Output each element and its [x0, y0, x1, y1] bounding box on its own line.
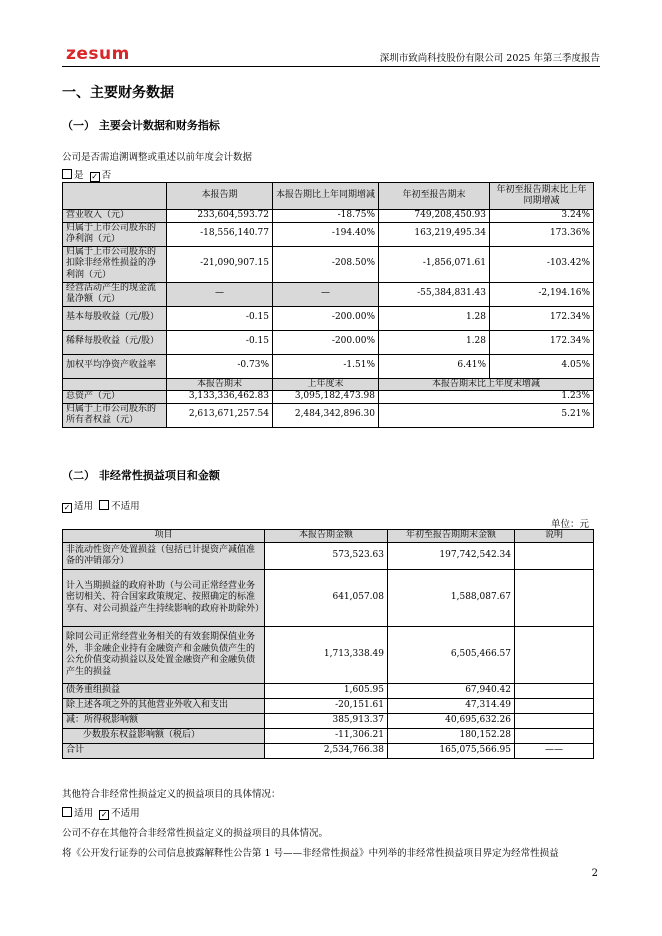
option-apply: 适用: [74, 808, 94, 819]
key-financial-table: [62, 182, 594, 428]
cell: [515, 729, 594, 744]
cell: -55,384,831.43: [379, 282, 490, 306]
cell: 180,152.28: [388, 729, 515, 744]
row-label: 稀释每股收益（元/股）: [63, 330, 167, 354]
cell: -194.40%: [273, 222, 379, 246]
cell: -0.73%: [167, 354, 273, 378]
table-row: [63, 403, 594, 427]
checkbox-unchecked-icon[interactable]: [62, 169, 72, 179]
table-row: [63, 714, 594, 729]
cell: 6.41%: [379, 354, 490, 378]
cell: -0.15: [167, 330, 273, 354]
subheader: 本报告期末: [167, 378, 273, 391]
page-number: 2: [591, 868, 598, 879]
cell: 573,523.63: [265, 543, 388, 570]
header-divider: [62, 66, 600, 67]
cell: 2,534,766.38: [265, 744, 388, 759]
checkbox-checked-icon[interactable]: ✓: [100, 810, 108, 819]
row-label: 归属于上市公司股东的所有者权益（元）: [63, 403, 167, 427]
cell: [515, 543, 594, 570]
cell: 172.34%: [490, 330, 594, 354]
cell: 40,695,632.26: [388, 714, 515, 729]
cell: [515, 570, 594, 627]
cell: 1,605.95: [265, 684, 388, 699]
table-row: [63, 222, 594, 246]
classification-statement: 将《公开发行证券的公司信息披露解释性公告第 1 号——非经常性损益》中列举的非经常性损益项目界定为经常性损益: [62, 848, 559, 859]
subheader: 本报告期末比上年度末增减: [379, 378, 594, 391]
table2-header: 说明: [515, 530, 594, 543]
cell: 3,095,182,473.98: [273, 391, 379, 404]
checkbox-unchecked-icon[interactable]: [99, 500, 109, 510]
table-row: [63, 306, 594, 330]
item-label: 除上述各项之外的其他营业外收入和支出: [63, 699, 265, 714]
item-label: 债务重组损益: [63, 684, 265, 699]
cell: 1.23%: [379, 391, 594, 404]
table1-header: 本报告期比上年同期增减: [273, 183, 379, 210]
checkbox-checked-icon[interactable]: ✓: [91, 172, 98, 181]
cell: 172.34%: [490, 306, 594, 330]
option-apply: 适用: [74, 501, 94, 512]
table1-header: 年初至报告期末: [379, 183, 490, 210]
cell: 6,505,466.57: [388, 627, 515, 684]
cell: 2,613,671,257.54: [167, 403, 273, 427]
cell: 1.28: [379, 330, 490, 354]
item-label: 除同公司正常经营业务相关的有效套期保值业务外，非金融企业持有金融资产和金融负债产生的公允价值变动损益以及处置金融资产和金融负债产生的损益: [63, 627, 265, 684]
table-row: [63, 729, 594, 744]
cell: 1,588,087.67: [388, 570, 515, 627]
table2-header: 年初至报告期期末金额: [388, 530, 515, 543]
subsection-title-1: （一） 主要会计数据和财务指标: [62, 119, 220, 132]
table1-header: 本报告期: [167, 183, 273, 210]
table2-header: 本报告期金额: [265, 530, 388, 543]
cell: -0.15: [167, 306, 273, 330]
cell: -208.50%: [273, 246, 379, 282]
cell: 749,208,450.93: [379, 210, 490, 223]
cell: [515, 627, 594, 684]
cell: 4.05%: [490, 354, 594, 378]
applicability-options: [62, 498, 140, 513]
cell: 1.28: [379, 306, 490, 330]
other-items-question: 其他符合非经常性损益定义的损益项目的具体情况：: [62, 789, 281, 800]
item-label: 少数股东权益影响额（税后）: [63, 729, 265, 744]
report-header-title: 深圳市致尚科技股份有限公司 2025 年第三季度报告: [379, 53, 600, 64]
table1-header: 年初至报告期末比上年同期增减: [490, 183, 594, 210]
cell: 641,057.08: [265, 570, 388, 627]
subsection-title-2: （二） 非经常性损益项目和金额: [62, 469, 220, 482]
table-row: [63, 354, 594, 378]
table-row: [63, 684, 594, 699]
row-label: 归属于上市公司股东的扣除非经常性损益的净利润（元）: [63, 246, 167, 282]
table-row: [63, 246, 594, 282]
table1-subheader-row: [63, 378, 594, 391]
table-row: [63, 282, 594, 306]
table-row: [63, 391, 594, 404]
row-label: 总资产（元）: [63, 391, 167, 404]
cell: -21,090,907.15: [167, 246, 273, 282]
row-label: 基本每股收益（元/股）: [63, 306, 167, 330]
table-row: [63, 627, 594, 684]
option-na: 不适用: [111, 808, 140, 819]
cell: -1,856,071.61: [379, 246, 490, 282]
cell: 3.24%: [490, 210, 594, 223]
cell: 2,484,342,896.30: [273, 403, 379, 427]
company-logo: zesum: [66, 44, 130, 64]
row-label: 营业收入（元）: [63, 210, 167, 223]
cell: -200.00%: [273, 330, 379, 354]
cell: -11,306.21: [265, 729, 388, 744]
cell: 197,742,542.34: [388, 543, 515, 570]
cell: [515, 714, 594, 729]
checkbox-checked-icon[interactable]: ✓: [63, 503, 71, 512]
restatement-options: [62, 167, 111, 182]
cell: 385,913.37: [265, 714, 388, 729]
cell: 165,075,566.95: [388, 744, 515, 759]
cell: [515, 699, 594, 714]
non-recurring-table: [62, 529, 594, 759]
table-row: [63, 330, 594, 354]
cell: —: [167, 282, 273, 306]
other-items-options: [62, 805, 140, 820]
cell: 163,219,495.34: [379, 222, 490, 246]
cell: [515, 684, 594, 699]
table-row: [63, 570, 594, 627]
unit-label: 单位：元: [550, 519, 589, 530]
option-yes: 是: [74, 170, 84, 181]
cell: 3,133,336,462.83: [167, 391, 273, 404]
row-label: 经营活动产生的现金流量净额（元）: [63, 282, 167, 306]
cell: 233,604,593.72: [167, 210, 273, 223]
cell: -18,556,140.77: [167, 222, 273, 246]
option-na: 不适用: [111, 501, 140, 512]
restatement-question: 公司是否需追溯调整或重述以前年度会计数据: [62, 152, 253, 163]
table-row-total: [63, 744, 594, 759]
section-title: 一、主要财务数据: [62, 85, 174, 101]
row-label: 归属于上市公司股东的净利润（元）: [63, 222, 167, 246]
cell: 67,940.42: [388, 684, 515, 699]
subheader: 上年度末: [273, 378, 379, 391]
cell: -200.00%: [273, 306, 379, 330]
cell: 173.36%: [490, 222, 594, 246]
option-no: 否: [101, 170, 112, 181]
checkbox-unchecked-icon[interactable]: [62, 807, 72, 817]
item-label: 减：所得税影响额: [63, 714, 265, 729]
item-label: 计入当期损益的政府补助（与公司正常经营业务密切相关、符合国家政策规定、按照确定的标准享有、对公司损益产生持续影响的政府补助除外）: [63, 570, 265, 627]
cell: 5.21%: [379, 403, 594, 427]
cell: -20,151.61: [265, 699, 388, 714]
cell: 1,713,338.49: [265, 627, 388, 684]
other-items-statement: 公司不存在其他符合非经常性损益定义的损益项目的具体情况。: [62, 828, 329, 839]
table-row: [63, 543, 594, 570]
cell: -103.42%: [490, 246, 594, 282]
cell: -2,194.16%: [490, 282, 594, 306]
cell: ——: [515, 744, 594, 759]
item-label: 非流动性资产处置损益（包括已计提资产减值准备的冲销部分）: [63, 543, 265, 570]
cell: -18.75%: [273, 210, 379, 223]
row-label: 加权平均净资产收益率: [63, 354, 167, 378]
table-row: [63, 699, 594, 714]
cell: —: [273, 282, 379, 306]
table1-header-blank: [63, 183, 167, 210]
item-label: 合计: [63, 744, 265, 759]
cell: -1.51%: [273, 354, 379, 378]
cell: 47,314.49: [388, 699, 515, 714]
table-row: [63, 210, 594, 223]
table2-header: 项目: [63, 530, 265, 543]
